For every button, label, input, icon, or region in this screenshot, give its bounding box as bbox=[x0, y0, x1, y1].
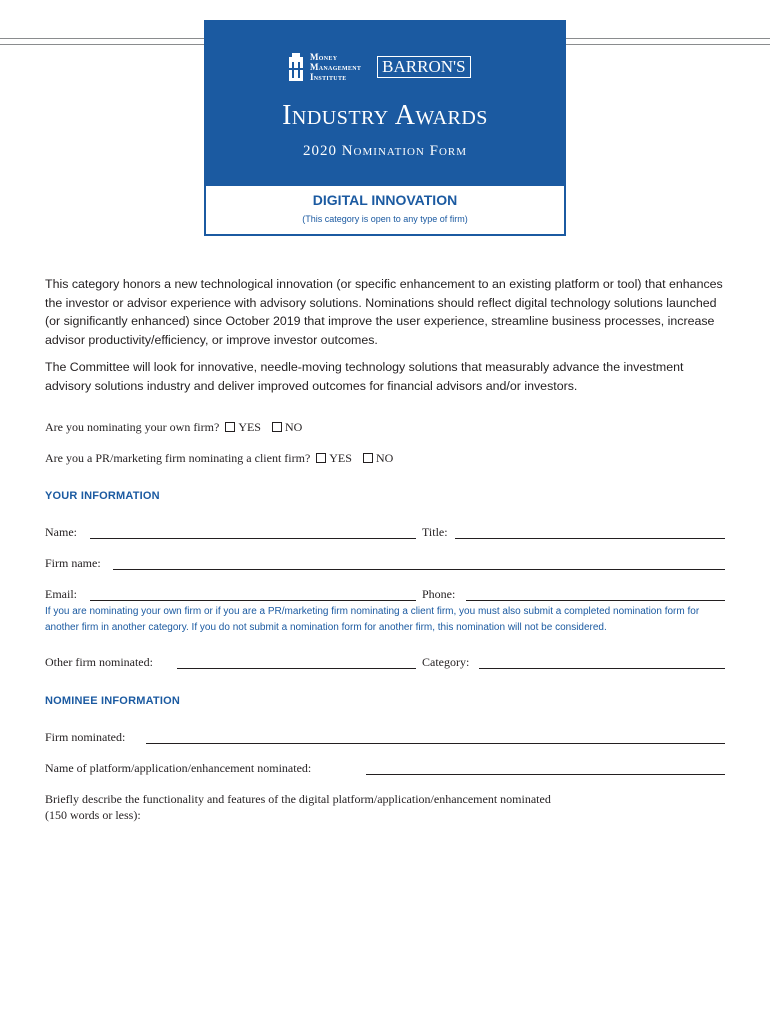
category-title: DIGITAL INNOVATION bbox=[312, 192, 458, 208]
category-field[interactable] bbox=[479, 668, 725, 669]
firm-name-label: Firm name: bbox=[45, 556, 101, 570]
page-subtitle: 2020 Nomination Form bbox=[302, 143, 468, 159]
category-note: (This category is open to any type of firm) bbox=[302, 214, 468, 224]
phone-field[interactable] bbox=[466, 600, 725, 601]
own-firm-requirement-note: If you are nominating your own firm or if you are a PR/marketing firm nominating a client firm, you must also submit a completed nomination form for another firm in another category. If you do not submit a nomination form for another firm, this nomination will not be considered. bbox=[45, 606, 700, 633]
title-banner bbox=[206, 22, 564, 186]
title-field[interactable] bbox=[455, 538, 725, 539]
other-firm-label: Other firm nominated: bbox=[45, 655, 153, 669]
header-rule-left-top bbox=[0, 38, 204, 39]
own-firm-yes-label: YES bbox=[238, 420, 261, 434]
pr-firm-no-checkbox[interactable] bbox=[363, 453, 373, 463]
own-firm-yes-checkbox[interactable] bbox=[225, 422, 235, 432]
mmi-line-1: Money bbox=[310, 52, 338, 62]
email-label: Email: bbox=[45, 587, 77, 601]
intro-paragraph-1: This category honors a new technological innovation (or specific enhancement to an existing platform or tool) that enhances the investor or advisor experience with advisory solutions. Nominations should reflect digital technology solutions launched (or significantly enhanced) since October 2019 that improve the user experience, streamline business processes, increase advisor productivity/efficiency, or improve investor outcomes. bbox=[45, 277, 723, 347]
description-area[interactable] bbox=[45, 830, 725, 1010]
question-pr-firm-label: Are you a PR/marketing firm nominating a client firm? bbox=[45, 451, 311, 465]
name-label: Name: bbox=[45, 525, 77, 539]
mmi-line-2: Management bbox=[310, 62, 362, 72]
other-firm-field[interactable] bbox=[177, 668, 416, 669]
phone-label: Phone: bbox=[422, 587, 456, 601]
title-label: Title: bbox=[422, 525, 448, 539]
question-pr-firm bbox=[45, 451, 393, 466]
question-own-firm bbox=[45, 420, 302, 435]
pr-firm-yes-label: YES bbox=[329, 451, 352, 465]
describe-label-line-2: (150 words or less): bbox=[45, 808, 141, 822]
header-rule-left-bottom bbox=[0, 44, 204, 45]
firm-nominated-label: Firm nominated: bbox=[45, 730, 126, 744]
email-field[interactable] bbox=[90, 600, 416, 601]
mmi-line-3: Institute bbox=[310, 72, 347, 82]
platform-name-label: Name of platform/application/enhancement nominated: bbox=[45, 761, 312, 775]
mmi-logo-icon bbox=[288, 52, 304, 82]
platform-name-field[interactable] bbox=[366, 774, 725, 775]
name-field[interactable] bbox=[90, 538, 416, 539]
firm-name-field[interactable] bbox=[113, 569, 725, 570]
page-title: Industry Awards bbox=[282, 100, 488, 131]
header-rule-right-top bbox=[566, 38, 770, 39]
intro-paragraph-2: The Committee will look for innovative, needle-moving technology solutions that measurably advance the investment advisory solutions industry and deliver improved outcomes for financial advisors and/or investors. bbox=[45, 360, 684, 393]
mmi-logo-text bbox=[310, 52, 361, 82]
own-firm-no-checkbox[interactable] bbox=[272, 422, 282, 432]
pr-firm-no-label: NO bbox=[375, 451, 394, 465]
nominee-information-heading: NOMINEE INFORMATION bbox=[45, 695, 180, 707]
question-own-firm-label: Are you nominating your own firm? bbox=[45, 420, 220, 434]
describe-label-line-1: Briefly describe the functionality and features of the digital platform/application/enhancement nominated bbox=[45, 792, 551, 806]
firm-nominated-field[interactable] bbox=[146, 743, 725, 744]
own-firm-no-label: NO bbox=[284, 420, 303, 434]
your-information-heading: YOUR INFORMATION bbox=[45, 490, 160, 502]
header-rule-right-bottom bbox=[566, 44, 770, 45]
barrons-logo: BARRON'S bbox=[377, 56, 470, 78]
logo-row bbox=[288, 52, 471, 82]
title-box bbox=[204, 20, 566, 236]
pr-firm-yes-checkbox[interactable] bbox=[316, 453, 326, 463]
category-label: Category: bbox=[422, 655, 470, 669]
